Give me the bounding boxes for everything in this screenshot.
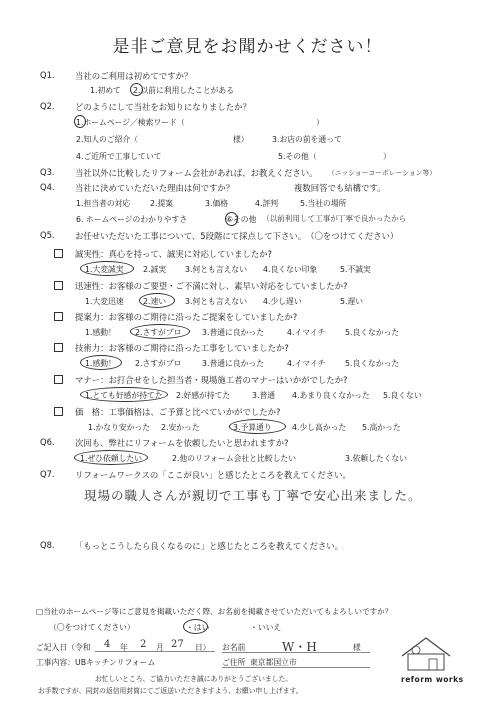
q2-selected-circle	[74, 115, 86, 128]
address-label: ご住所	[222, 658, 246, 667]
q6-option-1[interactable]: 1.ぜひ依頼したい	[80, 454, 143, 463]
q5-row4-option-2[interactable]: 2.さすがプロ	[135, 359, 182, 368]
name-underline	[222, 652, 370, 653]
q4-option-3[interactable]: 3.価格	[205, 199, 229, 208]
q5-row4-option-5[interactable]: 5.良くなかった	[345, 359, 400, 368]
q4-number: Q4.	[40, 182, 55, 192]
q5-row2-selected-circle	[139, 293, 175, 308]
date-month: 2	[140, 639, 147, 650]
thanks-line-1: お忙しいところ、ご協力いただき誠にありがとうございました。	[95, 675, 293, 683]
q5-row6-option-2[interactable]: 2.安かった	[161, 423, 200, 432]
q5-row4-option-3[interactable]: 3.普通に良かった	[202, 359, 265, 368]
q5-number: Q5.	[40, 230, 55, 240]
q6-text: 次回も、弊社にリフォームを依頼したいと思われますか?	[75, 438, 289, 448]
q4-option-6[interactable]: 6. ホームページのわかりやすさ	[76, 215, 188, 224]
work-content: 工事内容：UBキッチンリフォーム	[36, 658, 156, 667]
q3-text: 当社以外に比較したリフォーム会社があれば、お教えください。	[75, 168, 318, 178]
q5-row1-option-4[interactable]: 4.良くない印象	[263, 265, 318, 274]
q5-row6-label: 価 格：工事価格は、ご予算と比べていかがでしたか?	[75, 407, 281, 417]
q7-handwritten-answer: 現場の職人さんが親切で工事も丁寧で安心出来ました。	[84, 488, 422, 503]
q5-row3-option-1[interactable]: 1.感動！	[85, 328, 116, 337]
q5-row1-option-5[interactable]: 5.不誠実	[340, 265, 371, 274]
q5-row2-label: 迅速性：お客様のご要望・ご不満に対し、素早い対応をしていましたか?	[75, 281, 348, 291]
q5-row1-label: 誠実性：真心を持って、誠実に対応していましたか?	[75, 249, 272, 259]
q8-number: Q8.	[40, 540, 55, 550]
q5-row1-selected-circle	[80, 261, 134, 276]
q4-text: 当社に決めていただいた理由は何ですか？	[75, 183, 235, 193]
q5-row3-option-2[interactable]: 2.さすがプロ	[135, 328, 182, 337]
consent-question: □当社のホームページ等にご意見を掲載いただく際、お名前を掲載させていただいてもよろしいですか？	[36, 607, 393, 616]
q5-row1-option-2[interactable]: 2.誠実	[143, 265, 167, 274]
date-underline	[95, 651, 215, 652]
q4-selected-circle	[225, 212, 238, 226]
date-year: 4	[104, 639, 111, 650]
date-year-unit: 年	[120, 643, 128, 652]
company-logo-text: reform works	[401, 675, 464, 684]
q3-number: Q3.	[40, 167, 55, 177]
name-suffix: 様	[353, 643, 361, 652]
q5-row3-option-5[interactable]: 5.良くなかった	[345, 328, 400, 337]
consent-note: （〇をつけてください）	[49, 623, 135, 632]
q5-row2-option-1[interactable]: 1.大変迅速	[85, 297, 124, 306]
q5-text: お任せいただいた工事について、5段階にて採点して下さい。 （〇をつけてください）	[75, 231, 399, 241]
q4-option-1[interactable]: 1.担当者の対応	[76, 199, 131, 208]
q2-option-5[interactable]: 5.その他（	[278, 152, 317, 161]
q1-text: 当社のご利用は初めてですか？	[75, 71, 193, 81]
consent-yes[interactable]: ・はい	[186, 623, 210, 632]
q7-text: リフォームワークスの「ここが良い」と感じたところを教えてください。	[75, 470, 351, 480]
q5-row3-checkbox[interactable]	[54, 312, 63, 321]
q6-option-3[interactable]: 3.依頼したくない	[345, 454, 408, 463]
q5-row5-label: マナー：お打合せをした担当者・現場施工者のマナーはいかがでしたか?	[75, 375, 348, 385]
q2-text: どのようにして当社をお知りになりましたか？	[75, 102, 251, 112]
address-value: 東京都国立市	[250, 658, 297, 667]
q5-row4-option-1[interactable]: 1.感動！	[85, 359, 116, 368]
q4-note: 複数回答でも結構です。	[294, 183, 386, 193]
q4-option-5[interactable]: 5.当社の場所	[300, 199, 347, 208]
date-label: ご記入日（令和	[36, 643, 91, 652]
q5-row5-option-4[interactable]: 4.あまり良くなかった	[292, 391, 370, 400]
q5-row4-checkbox[interactable]	[54, 343, 63, 352]
q3-handwritten-answer: （ニッショーコーポレーション等）	[328, 169, 437, 177]
q5-row1-option-1[interactable]: 1.大変誠実	[85, 265, 124, 274]
q5-row2-option-4[interactable]: 4.少し遅い	[263, 297, 302, 306]
q5-row5-selected-circle	[80, 387, 168, 402]
q2-option-1[interactable]: 1.ホームページ／検索ワード（	[76, 118, 185, 127]
date-month-unit: 月	[156, 643, 164, 652]
q5-row2-checkbox[interactable]	[54, 281, 63, 290]
q5-row3-selected-circle	[130, 324, 190, 339]
q6-option-2[interactable]: 2.他のリフォーム会社と比較したい	[172, 454, 297, 463]
house-logo-icon	[396, 634, 456, 674]
q5-row6-option-1[interactable]: 1.かなり安かった	[88, 423, 151, 432]
q2-option-3[interactable]: 3.お店の前を通って	[272, 135, 342, 144]
date-day: 27	[171, 639, 184, 650]
q2-option-1-close: ）	[316, 118, 324, 127]
q1-option-1[interactable]: 1.初めて	[90, 86, 121, 95]
q2-option-2-suffix: 様）	[233, 135, 249, 144]
q5-row2-option-3[interactable]: 3.何とも言えない	[185, 297, 248, 306]
name-value: W・H	[282, 640, 317, 654]
q4-option-2[interactable]: 2.提案	[150, 199, 174, 208]
q5-row3-option-3[interactable]: 3.普通に良かった	[202, 328, 265, 337]
q5-row5-checkbox[interactable]	[54, 375, 63, 384]
q5-row2-option-5[interactable]: 5.遅い	[340, 297, 364, 306]
thanks-line-2: お手数ですが、同封の返信用封筒にてご返送いただきますよう、お願い申し上げます。	[38, 687, 303, 695]
q4-option-7[interactable]: ⑥その他	[226, 215, 257, 224]
q5-row4-selected-circle	[80, 355, 122, 370]
q6-selected-circle	[74, 450, 148, 465]
q5-row3-label: 提案力：お客様のご期待に沿ったご提案をしていましたか?	[75, 312, 298, 322]
q5-row1-option-3[interactable]: 3.何とも言えない	[185, 265, 248, 274]
q5-row6-selected-circle	[229, 419, 286, 434]
q2-option-5-close: ）	[383, 152, 391, 161]
q5-row6-option-3[interactable]: 3.予算通り	[233, 423, 272, 432]
consent-yes-circle	[183, 619, 208, 634]
q2-option-4[interactable]: 4.ご近所で工事していて	[76, 152, 162, 161]
page-title: 是非ご意見をお聞かせください！	[112, 37, 383, 57]
name-label: お名前	[222, 643, 246, 652]
q5-row6-option-5[interactable]: 5.高かった	[362, 423, 401, 432]
date-close: 日）	[195, 643, 211, 652]
q1-option-2[interactable]: 2.以前に利用したことがある	[133, 86, 235, 95]
q2-number: Q2.	[40, 101, 55, 111]
q8-text: 「もっとこうしたら良くなるのに」と感じたところを教えてください。	[75, 541, 343, 551]
q5-row5-option-3[interactable]: 3.普通	[252, 391, 276, 400]
q5-row6-checkbox[interactable]	[54, 407, 63, 416]
q4-handwritten-answer: （以前利用して工事が丁寧で良かったから	[262, 214, 407, 223]
q4-option-4[interactable]: 4.評判	[255, 199, 279, 208]
address-underline	[222, 667, 370, 668]
q5-row6-option-4[interactable]: 4.少し高かった	[292, 423, 347, 432]
q6-number: Q6.	[40, 437, 55, 447]
q5-row4-option-4[interactable]: 4.イマイチ	[287, 359, 326, 368]
q5-row2-option-2[interactable]: 2.速い	[143, 297, 167, 306]
q5-row5-option-2[interactable]: 2.好感が持てた	[176, 391, 231, 400]
q5-row5-option-1[interactable]: 1.とても好感が持てた	[85, 391, 163, 400]
q2-option-2[interactable]: 2.知人のご紹介（	[76, 135, 139, 144]
consent-no[interactable]: ・いいえ	[250, 623, 282, 632]
q5-row5-option-5[interactable]: 5.良くない	[383, 391, 422, 400]
q5-row1-checkbox[interactable]	[54, 249, 63, 258]
q5-row3-option-4[interactable]: 4.イマイチ	[287, 328, 326, 337]
q7-number: Q7.	[40, 469, 55, 479]
q5-row4-label: 技術力：お客様のご期待に沿った工事をしていましたか?	[75, 343, 289, 353]
q1-selected-circle	[130, 83, 143, 96]
q1-number: Q1.	[40, 70, 55, 80]
